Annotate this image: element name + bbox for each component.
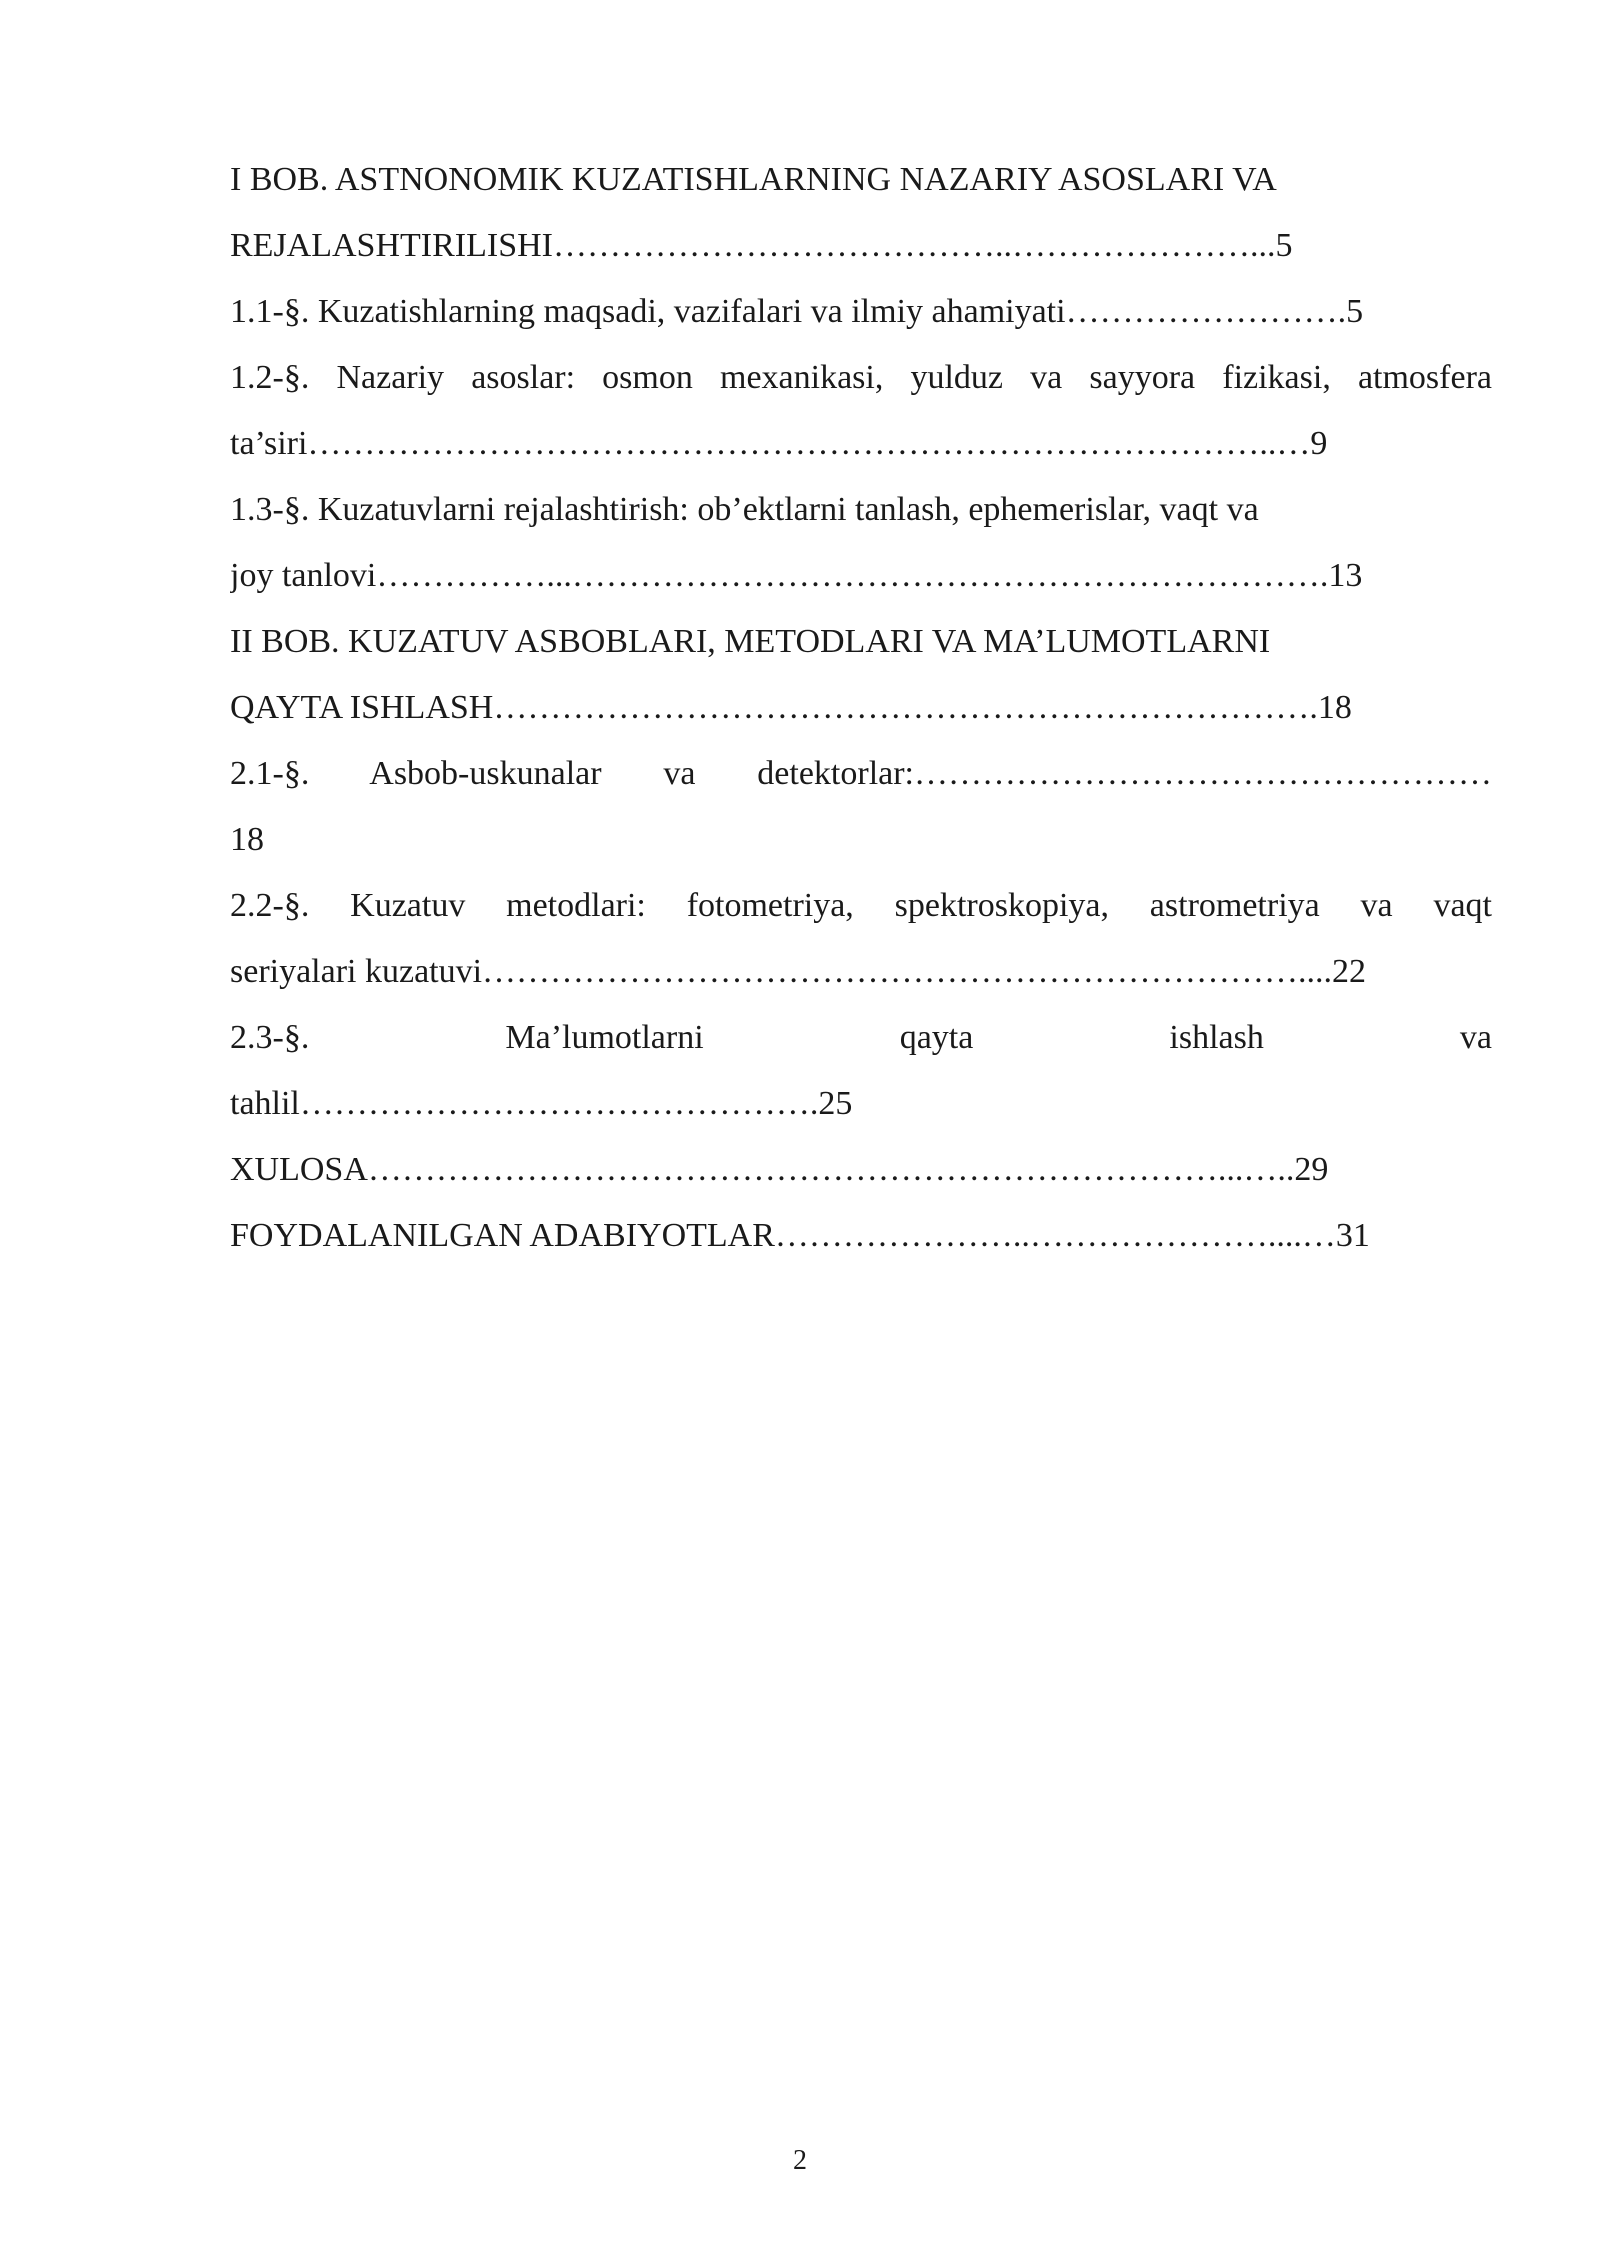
toc-section-2-1-line-2: 18 xyxy=(230,821,264,858)
toc-chapter-2-heading-line-1: II BOB. KUZATUV ASBOBLARI, METODLARI VA MA’LUMOTLARNI xyxy=(230,623,1271,660)
page-number: 2 xyxy=(793,2145,807,2176)
toc-section-2-2-line-1: 2.2-§. Kuzatuv metodlari: fotometriya, spektroskopiya, astrometriya va vaqt xyxy=(230,887,1492,924)
table-of-contents xyxy=(230,147,1492,1269)
toc-section-2-2-line-2: seriyalari kuzatuvi………………………………………………………………....22 xyxy=(230,953,1367,990)
toc-chapter-1-heading-line-1: I BOB. ASTNONOMIK KUZATISHLARNING NAZARIY ASOSLARI VA xyxy=(230,161,1277,198)
toc-section-1-2-line-2: ta’siri…………………………………………………………………………..…9 xyxy=(230,425,1328,462)
toc-section-2-1-line-1: 2.1-§. Asbob-uskunalar va detektorlar:…………………………………………… xyxy=(230,755,1492,792)
toc-section-1-2-line-1: 1.2-§. Nazariy asoslar: osmon mexanikasi, yulduz va sayyora fizikasi, atmosfera xyxy=(230,359,1492,396)
toc-section-1-1: 1.1-§. Kuzatishlarning maqsadi, vazifalari va ilmiy ahamiyati…………………….5 xyxy=(230,293,1364,330)
toc-conclusion: XULOSA…………………………………………………………………...…..29 xyxy=(230,1151,1329,1188)
toc-chapter-1-heading-line-2: REJALASHTIRILISHI…………………………………..…………………...5 xyxy=(230,227,1293,264)
toc-section-2-3-line-1: 2.3-§. Ma’lumotlarni qayta ishlash va xyxy=(230,1019,1492,1056)
toc-section-2-3-line-2: tahlil……………………………………….25 xyxy=(230,1085,853,1122)
toc-references: FOYDALANILGAN ADABIYOTLAR…………………..…………………....…31 xyxy=(230,1217,1370,1254)
toc-chapter-2-heading-line-2: QAYTA ISHLASH……………………………………………………………….18 xyxy=(230,689,1352,726)
toc-section-1-3-line-1: 1.3-§. Kuzatuvlarni rejalashtirish: ob’ektlarni tanlash, ephemerislar, vaqt va xyxy=(230,491,1259,528)
toc-section-1-3-line-2: joy tanlovi……………...………………………………………………………….13 xyxy=(230,557,1363,594)
